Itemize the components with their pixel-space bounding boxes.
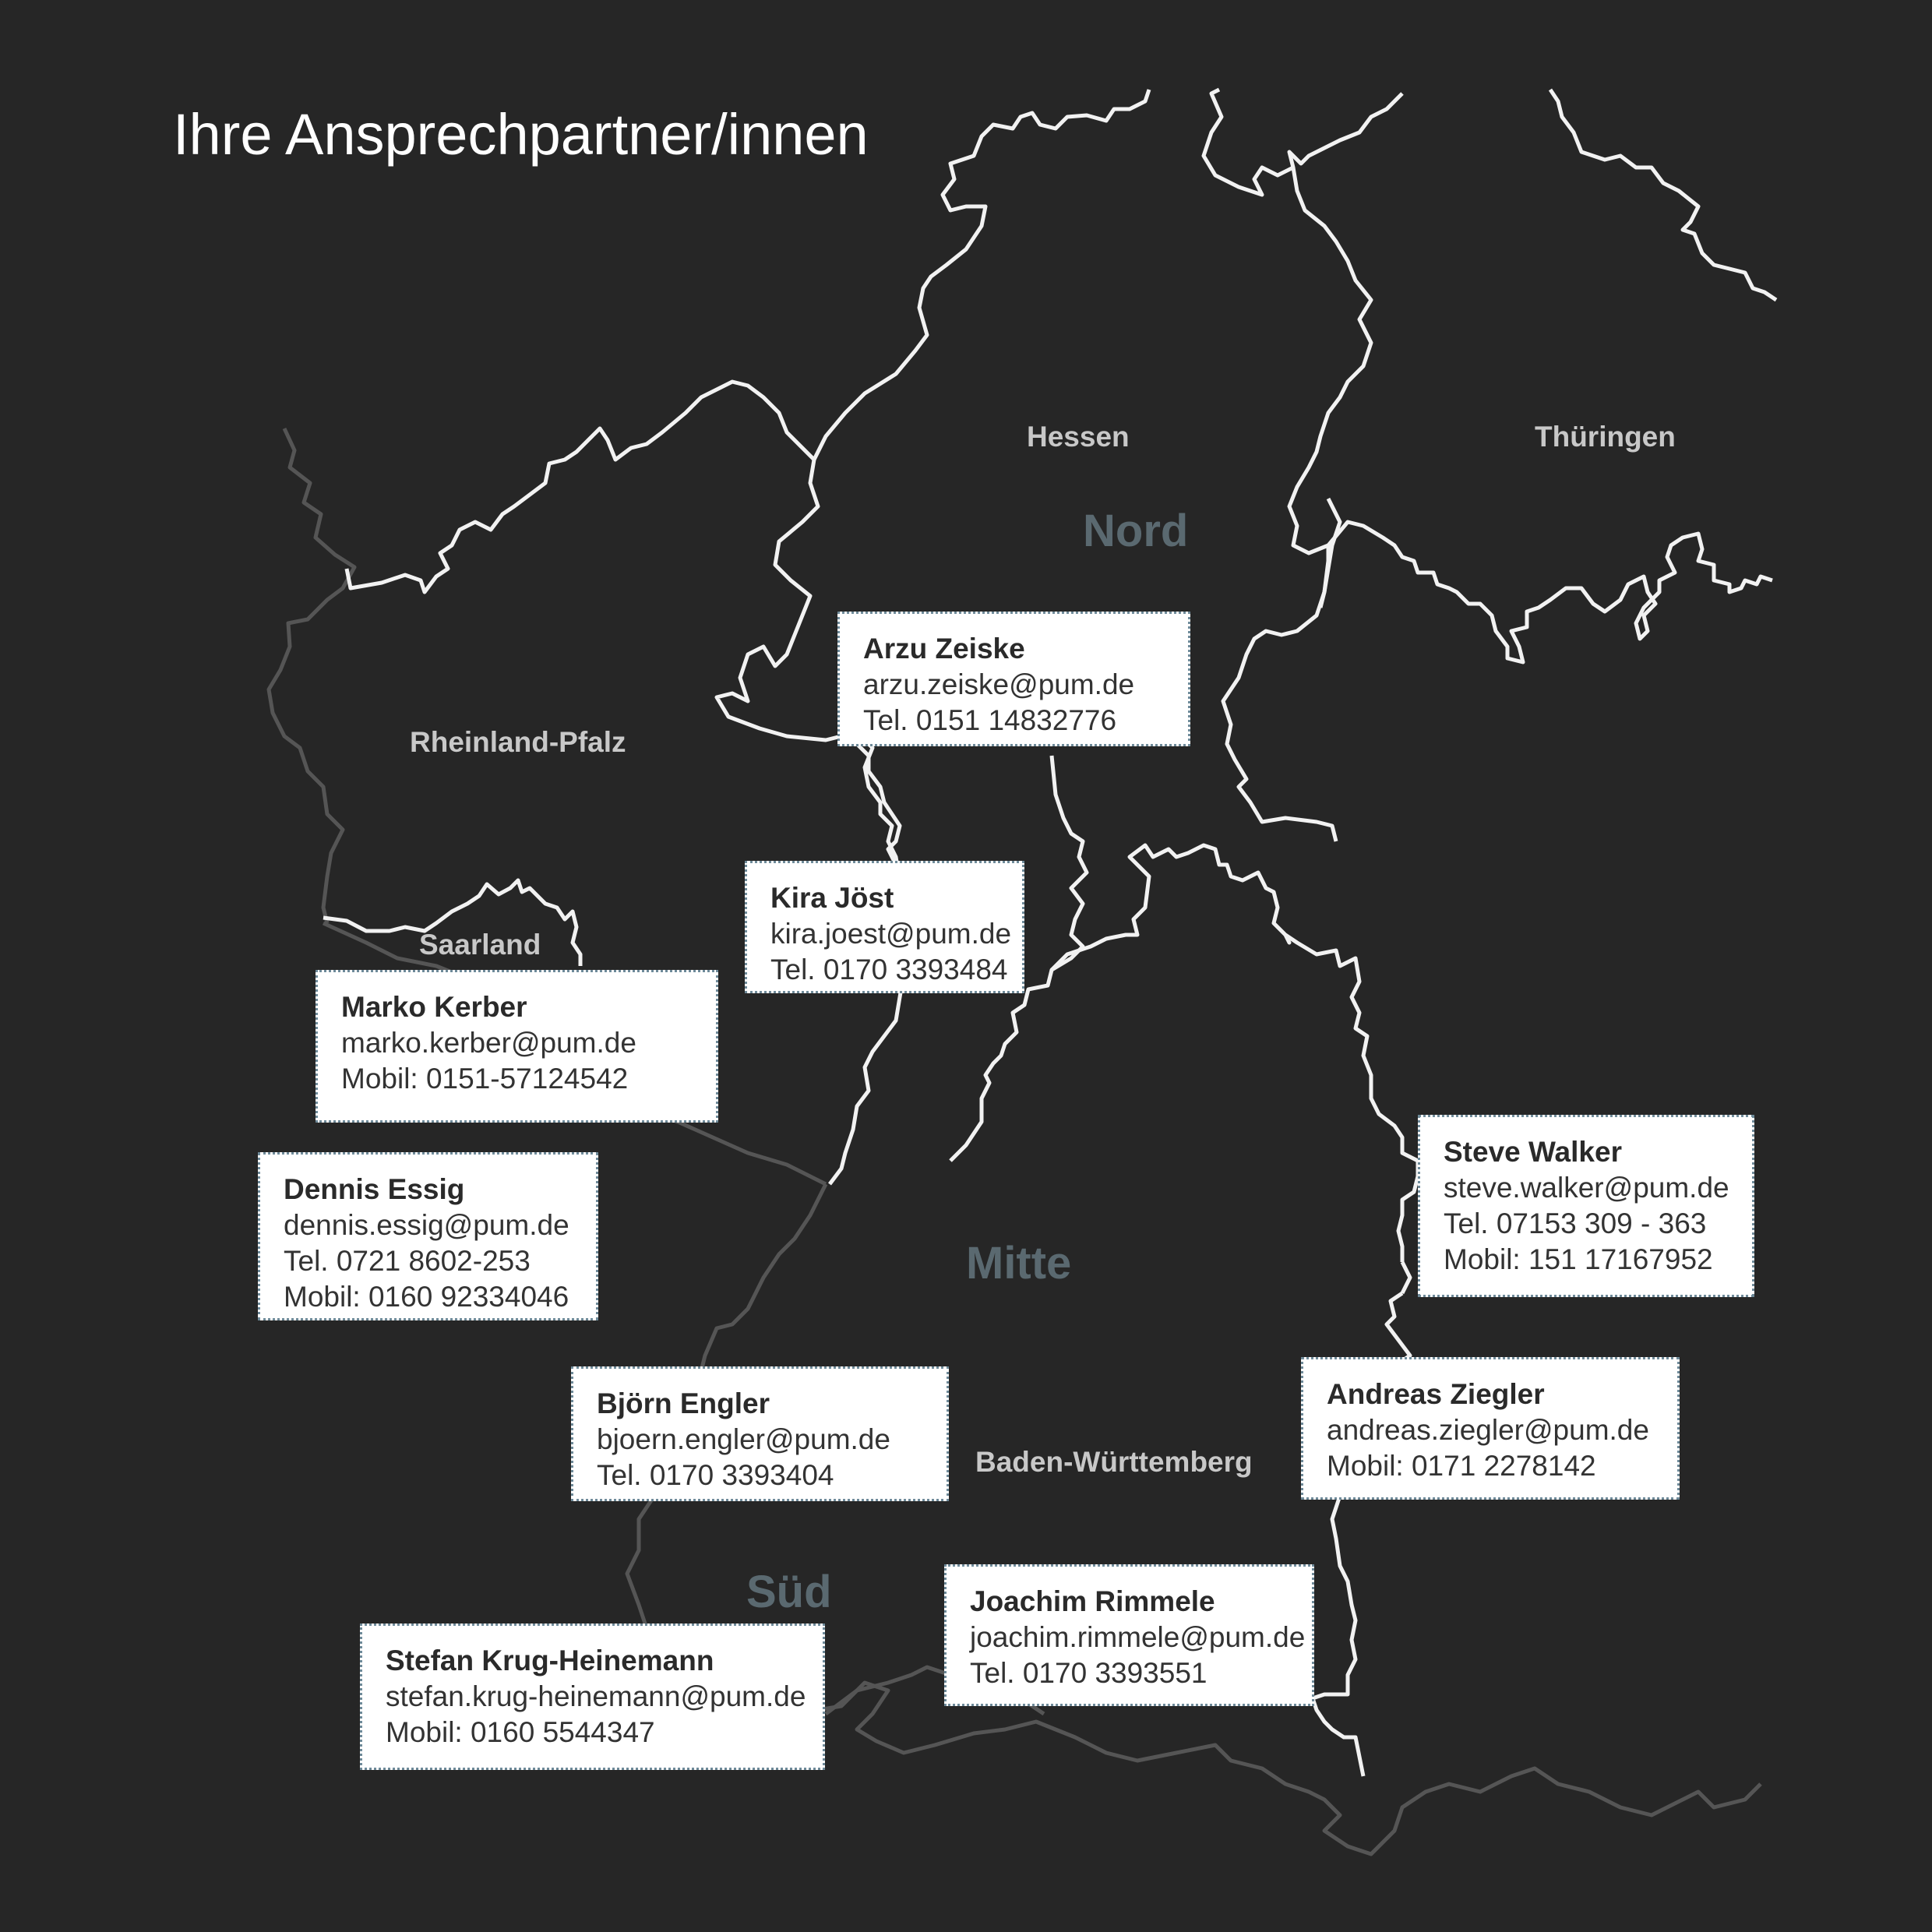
border-west-france	[269, 428, 354, 923]
contact-mobile: Mobil: 0160 92334046	[284, 1281, 569, 1313]
page-title: Ihre Ansprechpartner/innen	[173, 102, 869, 167]
contact-name: Steve Walker	[1444, 1136, 1622, 1168]
contact-card	[1418, 1115, 1754, 1297]
state-label-baden-wuerttemberg: Baden-Württemberg	[975, 1446, 1253, 1478]
contact-email[interactable]: dennis.essig@pum.de	[284, 1209, 569, 1241]
border-thueringen-south	[1328, 522, 1772, 662]
contact-email[interactable]: steve.walker@pum.de	[1444, 1172, 1729, 1204]
contact-phone: Tel. 0170 3393484	[770, 954, 1008, 985]
contact-card	[1301, 1357, 1680, 1500]
contact-email[interactable]: arzu.zeiske@pum.de	[863, 668, 1135, 700]
state-label-saarland: Saarland	[419, 929, 541, 961]
contact-name: Björn Engler	[597, 1387, 770, 1419]
contact-phone: Mobil: 0151-57124542	[341, 1063, 629, 1095]
region-label-sued: Süd	[746, 1567, 832, 1617]
contact-email[interactable]: andreas.ziegler@pum.de	[1327, 1414, 1649, 1446]
contact-card	[258, 1152, 598, 1320]
border-rlp-hessen-north	[347, 382, 841, 740]
contact-card	[944, 1564, 1314, 1706]
contact-card	[837, 612, 1190, 746]
contact-email[interactable]: joachim.rimmele@pum.de	[970, 1621, 1306, 1653]
border-hessen-bavaria	[1223, 499, 1340, 841]
contact-name: Arzu Zeiske	[863, 633, 1025, 665]
contact-phone: Mobil: 0160 5544347	[386, 1716, 655, 1748]
border-bw-east-lower	[1402, 1262, 1410, 1293]
state-label-thueringen: Thüringen	[1535, 421, 1676, 453]
state-label-hessen: Hessen	[1027, 421, 1130, 453]
contact-phone: Tel. 0170 3393404	[597, 1459, 834, 1491]
contact-phone: Mobil: 0171 2278142	[1327, 1450, 1596, 1482]
contact-mobile: Mobil: 151 17167952	[1444, 1243, 1713, 1275]
contact-card	[316, 970, 718, 1123]
contact-card	[360, 1624, 825, 1770]
contact-email[interactable]: kira.joest@pum.de	[770, 918, 1012, 950]
contact-email[interactable]: bjoern.engler@pum.de	[597, 1423, 890, 1455]
contact-name: Dennis Essig	[284, 1173, 465, 1205]
border-thueringen-north	[1550, 90, 1776, 300]
region-label-nord: Nord	[1083, 506, 1189, 556]
contact-name: Andreas Ziegler	[1327, 1378, 1545, 1410]
contact-card	[745, 861, 1024, 993]
contact-name: Kira Jöst	[770, 882, 894, 914]
contact-name: Stefan Krug-Heinemann	[386, 1645, 714, 1676]
border-bw-bavaria	[1052, 845, 1418, 1262]
border-hessen-nrw-east	[1204, 90, 1402, 195]
region-label-mitte: Mitte	[966, 1238, 1072, 1289]
contact-phone: Tel. 0170 3393551	[970, 1657, 1208, 1689]
contact-email[interactable]: marko.kerber@pum.de	[341, 1027, 636, 1059]
contact-phone: Tel. 0151 14832776	[863, 704, 1117, 736]
contact-name: Joachim Rimmele	[970, 1585, 1215, 1617]
contact-name: Marko Kerber	[341, 991, 527, 1023]
contact-email[interactable]: stefan.krug-heinemann@pum.de	[386, 1680, 806, 1712]
state-label-rheinland-pfalz: Rheinland-Pfalz	[410, 726, 626, 758]
contact-card	[571, 1366, 949, 1501]
contact-phone: Tel. 07153 309 - 363	[1444, 1208, 1707, 1239]
contact-phone: Tel. 0721 8602-253	[284, 1245, 531, 1277]
